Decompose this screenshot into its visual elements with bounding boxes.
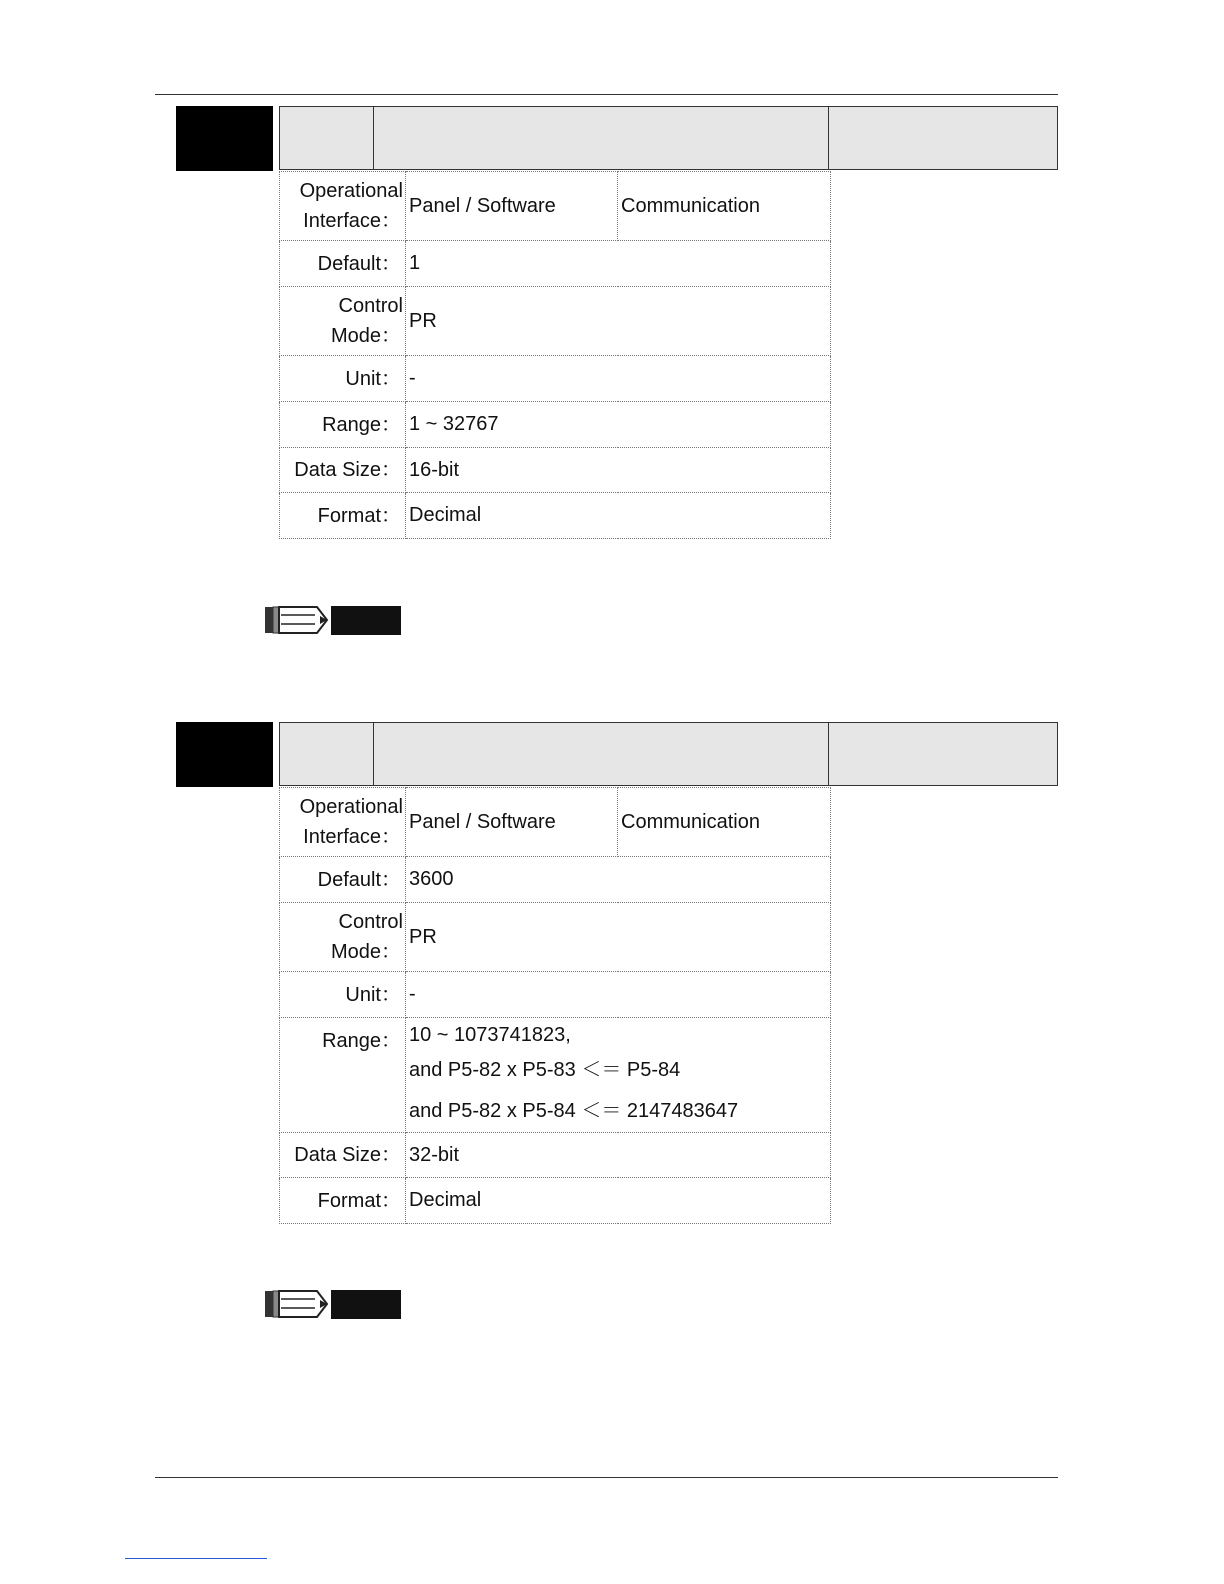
- default-label: Default：: [280, 241, 406, 287]
- unit-value: -: [406, 972, 831, 1018]
- range-line: 10 ~ 1073741823,: [409, 1024, 571, 1046]
- operational-interface-label: Operational Interface：: [280, 788, 406, 857]
- range-label: Range：: [280, 1018, 406, 1133]
- parameter-header-bar: [279, 722, 1058, 786]
- panel-software-value: Panel / Software: [406, 788, 618, 857]
- communication-value: Communication: [618, 788, 831, 857]
- communication-value: Communication: [618, 172, 831, 241]
- format-label: Format：: [280, 493, 406, 539]
- default-value: 1: [406, 241, 831, 287]
- unit-label: Unit：: [280, 356, 406, 402]
- table-row: [280, 172, 831, 241]
- table-row: [280, 287, 831, 356]
- table-row: [280, 972, 831, 1018]
- parameter-header-bar: [279, 106, 1058, 170]
- data-size-label: Data Size：: [280, 448, 406, 493]
- unit-value: -: [406, 356, 831, 402]
- control-mode-label: Control Mode：: [280, 287, 406, 356]
- parameter-code-box: [176, 106, 273, 171]
- header-divider: [828, 107, 829, 169]
- control-mode-label: Control Mode：: [280, 903, 406, 972]
- table-row: [280, 1178, 831, 1224]
- control-mode-value: PR: [406, 287, 831, 356]
- table-row: [280, 1018, 831, 1133]
- table-row: [280, 402, 831, 448]
- parameter-info-table: [279, 171, 831, 539]
- table-row: [280, 493, 831, 539]
- header-divider: [373, 107, 374, 169]
- header-rule: [155, 94, 1058, 95]
- default-label: Default：: [280, 857, 406, 903]
- data-size-value: 32-bit: [406, 1133, 831, 1178]
- table-row: [280, 448, 831, 493]
- table-row: [280, 1133, 831, 1178]
- range-label: Range：: [280, 402, 406, 448]
- format-value: Decimal: [406, 493, 831, 539]
- data-size-value: 16-bit: [406, 448, 831, 493]
- note-pencil-icon: [265, 604, 405, 636]
- header-divider: [373, 723, 374, 785]
- table-row: [280, 903, 831, 972]
- unit-label: Unit：: [280, 972, 406, 1018]
- operational-interface-label: Operational Interface：: [280, 172, 406, 241]
- control-mode-value: PR: [406, 903, 831, 972]
- range-value: 1 ~ 32767: [406, 402, 831, 448]
- format-label: Format：: [280, 1178, 406, 1224]
- parameter-code-box: [176, 722, 273, 787]
- table-row: [280, 356, 831, 402]
- range-line: and P5-82 x P5-84 ＜＝ 2147483647: [409, 1100, 739, 1122]
- data-size-label: Data Size：: [280, 1133, 406, 1178]
- note-pencil-icon: [265, 1288, 405, 1320]
- footer-rule: [155, 1477, 1058, 1478]
- panel-software-value: Panel / Software: [406, 172, 618, 241]
- table-row: [280, 241, 831, 287]
- range-line: and P5-82 x P5-83 ＜＝ P5-84: [409, 1059, 681, 1081]
- parameter-info-table: [279, 787, 831, 1224]
- default-value: 3600: [406, 857, 831, 903]
- table-row: [280, 857, 831, 903]
- footer-link-underline[interactable]: [125, 1558, 267, 1559]
- format-value: Decimal: [406, 1178, 831, 1224]
- header-divider: [828, 723, 829, 785]
- table-row: [280, 788, 831, 857]
- range-value: [406, 1018, 831, 1133]
